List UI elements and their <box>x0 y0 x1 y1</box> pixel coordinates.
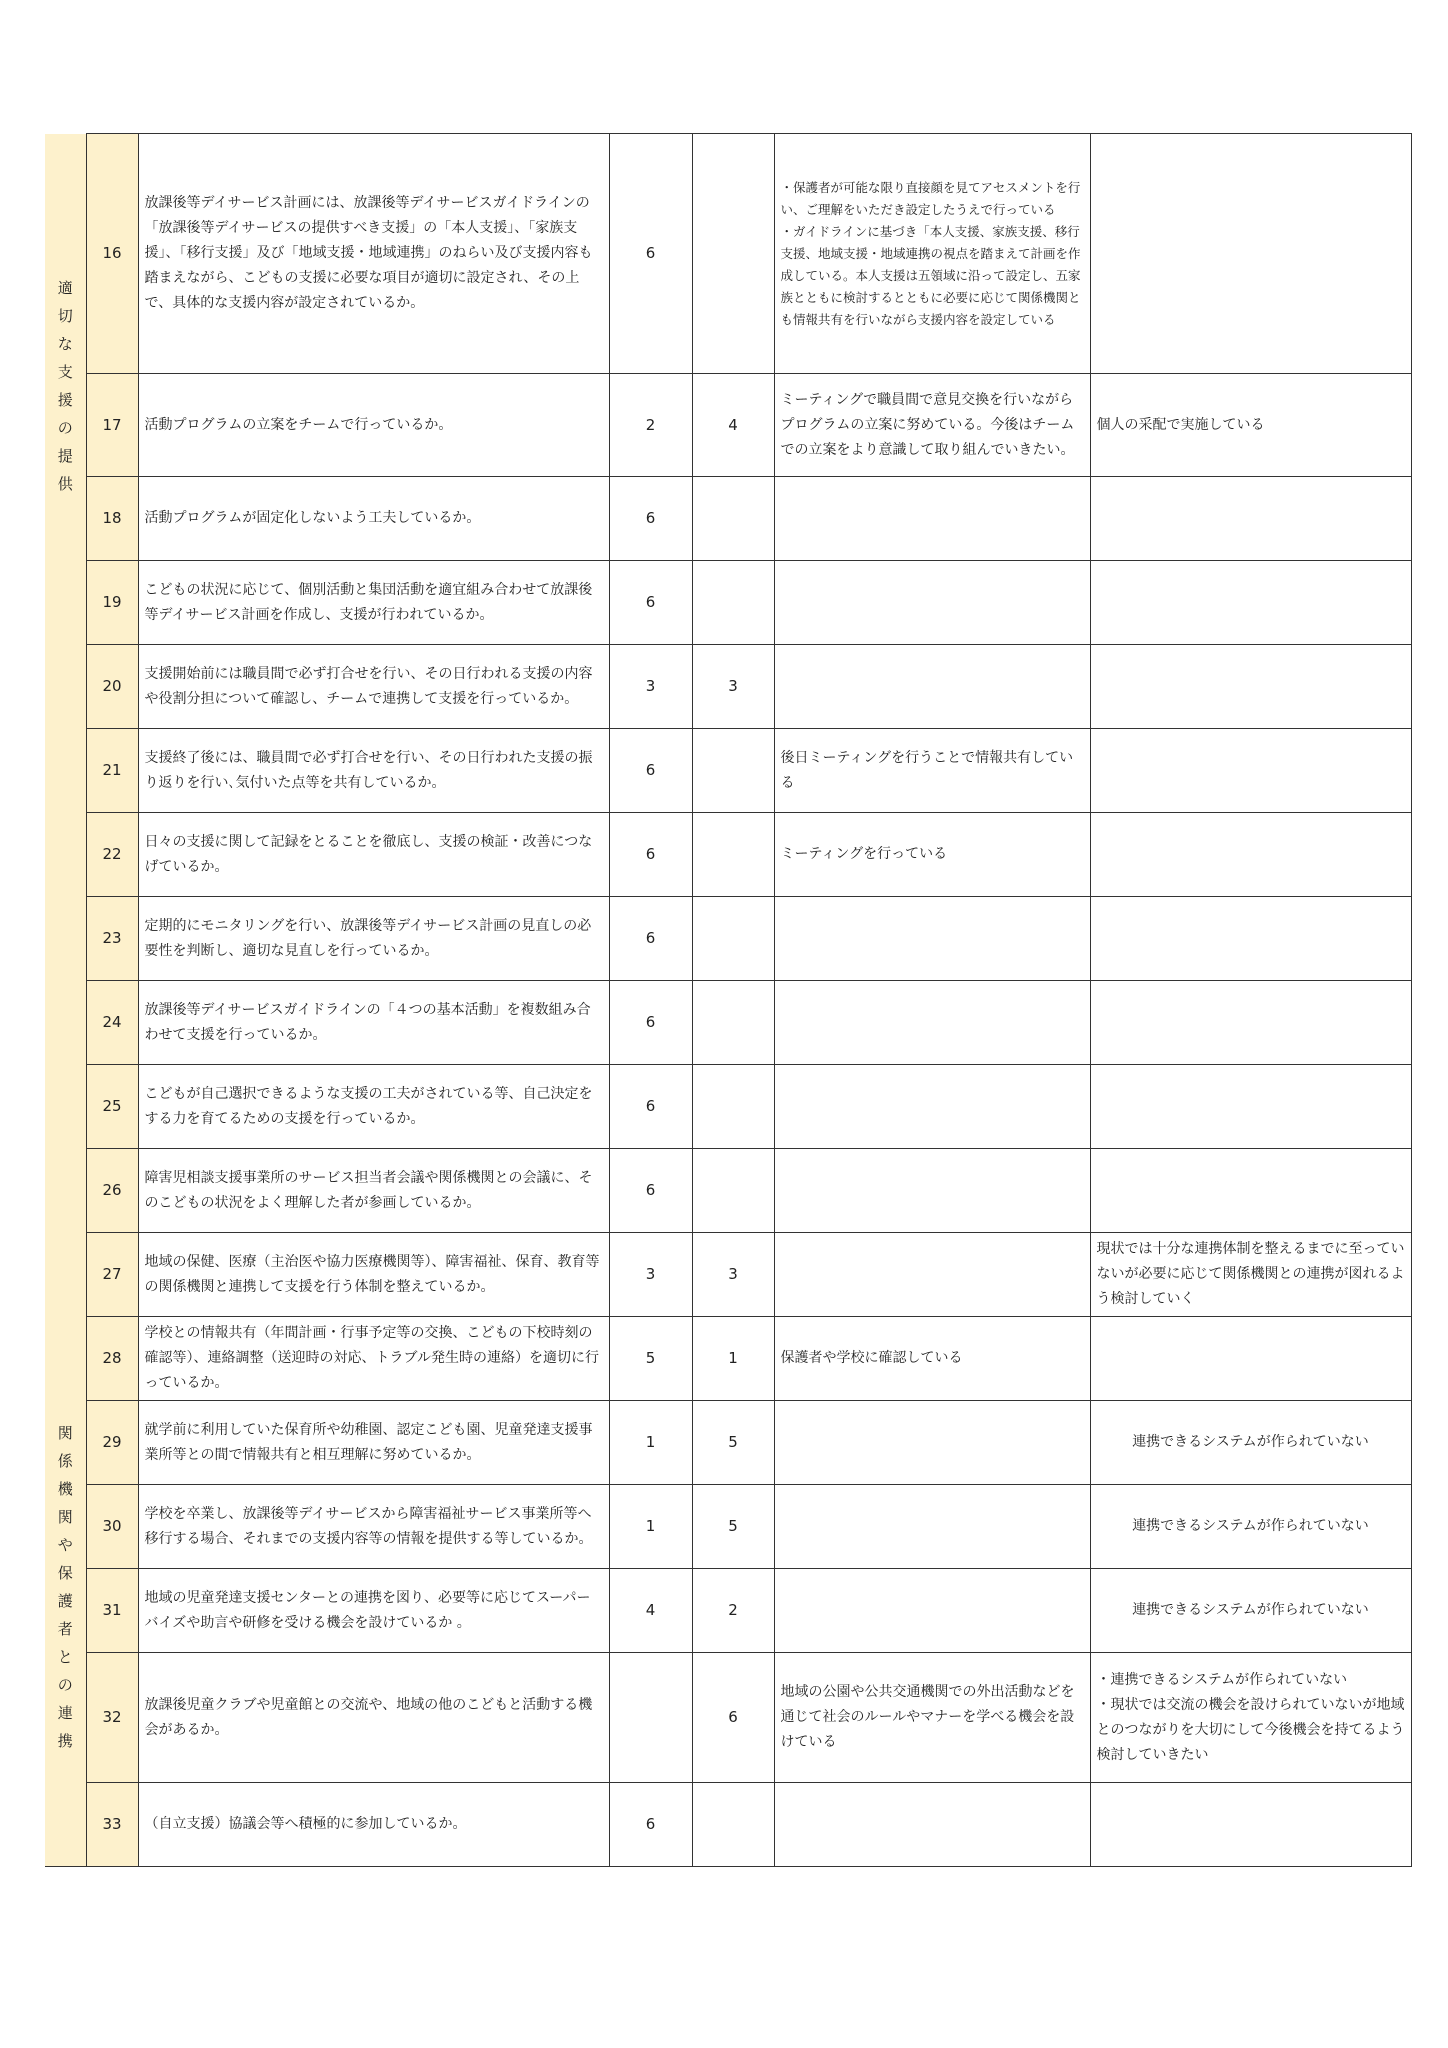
yes-count: 6 <box>609 729 692 813</box>
yes-count: 6 <box>609 813 692 897</box>
improvement-text: ・連携できるシステムが作られていない ・現状では交流の機会を設けられていないが地域とのつながりを大切にして今後機会を持てるよう検討していきたい <box>1090 1653 1411 1783</box>
item-number: 32 <box>86 1653 138 1783</box>
table-row <box>45 981 1411 1065</box>
comment-text: ・保護者が可能な限り直接顔を見てアセスメントを行い、ご理解をいただき設定したうえで行っている ・ガイドラインに基づき「本人支援、家族支援、移行支援、地域支援・地域連携の視点を踏まえて計画を作成している。本人支援は五領域に沿って設定し、五家族とともに検討するとともに必要に応じて関係機関とも情報共有を行いながら支援内容を設定している <box>774 134 1090 374</box>
yes-count: 6 <box>609 134 692 374</box>
category-label <box>45 1149 86 1867</box>
table-row <box>45 1783 1411 1867</box>
comment-text: ミーティングで職員間で意見交換を行いながらプログラムの立案に努めている。今後はチームでの立案をより意識して取り組んでいきたい。 <box>774 374 1090 477</box>
item-number: 33 <box>86 1783 138 1867</box>
item-number: 24 <box>86 981 138 1065</box>
yes-count: 2 <box>609 374 692 477</box>
comment-text <box>774 477 1090 561</box>
comment-text: 保護者や学校に確認している <box>774 1317 1090 1401</box>
no-count: 6 <box>692 1653 774 1783</box>
item-number: 26 <box>86 1149 138 1233</box>
category-text: 関係機関や保護者との連携 <box>57 1423 73 1750</box>
no-count <box>692 897 774 981</box>
improvement-text <box>1090 1317 1411 1401</box>
table-row <box>45 477 1411 561</box>
question-text: 支援終了後には、職員間で必ず打合せを行い、その日行われた支援の振り返りを行い､気付いた点等を共有しているか。 <box>138 729 609 813</box>
item-number: 25 <box>86 1065 138 1149</box>
question-text: 学校を卒業し、放課後等デイサービスから障害福祉サービス事業所等へ移行する場合、それまでの支援内容等の情報を提供する等しているか。 <box>138 1485 609 1569</box>
question-text: 放課後等デイサービス計画には、放課後等デイサービスガイドラインの「放課後等デイサービスの提供すべき支援」の「本人支援」、「家族支援」、「移行支援」及び「地域支援・地域連携」のねらい及び支援内容も踏まえながら、こどもの支援に必要な項目が適切に設定され、その上で、具体的な支援内容が設定されているか。 <box>138 134 609 374</box>
no-count <box>692 1065 774 1149</box>
table-row <box>45 1401 1411 1485</box>
improvement-text <box>1090 1783 1411 1867</box>
yes-count: 6 <box>609 897 692 981</box>
comment-text <box>774 1569 1090 1653</box>
improvement-text: 連携できるシステムが作られていない <box>1090 1485 1411 1569</box>
comment-text <box>774 1149 1090 1233</box>
no-count: 2 <box>692 1569 774 1653</box>
item-number: 16 <box>86 134 138 374</box>
comment-text <box>774 1485 1090 1569</box>
table-row <box>45 374 1411 477</box>
yes-count: 1 <box>609 1485 692 1569</box>
table-row <box>45 1233 1411 1317</box>
improvement-text <box>1090 981 1411 1065</box>
improvement-text <box>1090 729 1411 813</box>
question-text: 就学前に利用していた保育所や幼稚園、認定こども園、児童発達支援事業所等との間で情報共有と相互理解に努めているか。 <box>138 1401 609 1485</box>
table-row <box>45 1485 1411 1569</box>
no-count <box>692 477 774 561</box>
question-text: （自立支援）協議会等へ積極的に参加しているか。 <box>138 1783 609 1867</box>
yes-count: 6 <box>609 477 692 561</box>
item-number: 23 <box>86 897 138 981</box>
comment-text <box>774 561 1090 645</box>
improvement-text <box>1090 813 1411 897</box>
table-row <box>45 1149 1411 1233</box>
improvement-text <box>1090 1149 1411 1233</box>
table-row <box>45 1569 1411 1653</box>
no-count <box>692 1783 774 1867</box>
question-text: 障害児相談支援事業所のサービス担当者会議や関係機関との会議に、そのこどもの状況をよく理解した者が参画しているか。 <box>138 1149 609 1233</box>
improvement-text <box>1090 1065 1411 1149</box>
improvement-text <box>1090 477 1411 561</box>
no-count: 4 <box>692 374 774 477</box>
comment-text <box>774 1233 1090 1317</box>
no-count: 3 <box>692 1233 774 1317</box>
improvement-text: 連携できるシステムが作られていない <box>1090 1401 1411 1485</box>
question-text: 支援開始前には職員間で必ず打合せを行い、その日行われる支援の内容や役割分担について確認し、チームで連携して支援を行っているか。 <box>138 645 609 729</box>
yes-count: 1 <box>609 1401 692 1485</box>
yes-count: 6 <box>609 1783 692 1867</box>
yes-count: 6 <box>609 981 692 1065</box>
question-text: 活動プログラムの立案をチームで行っているか。 <box>138 374 609 477</box>
item-number: 22 <box>86 813 138 897</box>
yes-count: 3 <box>609 1233 692 1317</box>
comment-text <box>774 897 1090 981</box>
table-row <box>45 729 1411 813</box>
improvement-text: 現状では十分な連携体制を整えるまでに至っていないが必要に応じて関係機関との連携が図れるよう検討していく <box>1090 1233 1411 1317</box>
no-count <box>692 981 774 1065</box>
question-text: 学校との情報共有（年間計画・行事予定等の交換、こどもの下校時刻の確認等）、連絡調整（送迎時の対応、トラブル発生時の連絡）を適切に行っているか。 <box>138 1317 609 1401</box>
table-row <box>45 1317 1411 1401</box>
item-number: 17 <box>86 374 138 477</box>
item-number: 20 <box>86 645 138 729</box>
table-row <box>45 813 1411 897</box>
yes-count: 3 <box>609 645 692 729</box>
comment-text <box>774 1783 1090 1867</box>
evaluation-table <box>45 133 1412 1867</box>
comment-text <box>774 1401 1090 1485</box>
table-row <box>45 1065 1411 1149</box>
improvement-text <box>1090 561 1411 645</box>
comment-text: ミーティングを行っている <box>774 813 1090 897</box>
comment-text <box>774 645 1090 729</box>
item-number: 21 <box>86 729 138 813</box>
table-body <box>45 134 1411 1867</box>
no-count: 5 <box>692 1485 774 1569</box>
table-row <box>45 1653 1411 1783</box>
item-number: 29 <box>86 1401 138 1485</box>
no-count: 3 <box>692 645 774 729</box>
question-text: こどもの状況に応じて、個別活動と集団活動を適宜組み合わせて放課後等デイサービス計画を作成し、支援が行われているか。 <box>138 561 609 645</box>
yes-count: 6 <box>609 1149 692 1233</box>
question-text: 地域の児童発達支援センターとの連携を図り、必要等に応じてスーパーバイズや助言や研修を受ける機会を設けているか 。 <box>138 1569 609 1653</box>
table-row <box>45 561 1411 645</box>
no-count <box>692 1149 774 1233</box>
no-count: 5 <box>692 1401 774 1485</box>
no-count <box>692 561 774 645</box>
question-text: 活動プログラムが固定化しないよう工夫しているか。 <box>138 477 609 561</box>
item-number: 28 <box>86 1317 138 1401</box>
question-text: こどもが自己選択できるような支援の工夫がされている等、自己決定をする力を育てるための支援を行っているか。 <box>138 1065 609 1149</box>
table-row <box>45 897 1411 981</box>
comment-text: 地域の公園や公共交通機関での外出活動などを通じて社会のルールやマナーを学べる機会を設けている <box>774 1653 1090 1783</box>
no-count <box>692 729 774 813</box>
comment-text: 後日ミーティングを行うことで情報共有している <box>774 729 1090 813</box>
yes-count: 6 <box>609 561 692 645</box>
question-text: 定期的にモニタリングを行い、放課後等デイサービス計画の見直しの必要性を判断し、適切な見直しを行っているか。 <box>138 897 609 981</box>
yes-count: 5 <box>609 1317 692 1401</box>
no-count: 1 <box>692 1317 774 1401</box>
category-text: 適切な支援の提供 <box>57 278 73 493</box>
improvement-text <box>1090 134 1411 374</box>
no-count <box>692 813 774 897</box>
yes-count: 6 <box>609 1065 692 1149</box>
yes-count: 4 <box>609 1569 692 1653</box>
item-number: 27 <box>86 1233 138 1317</box>
improvement-text: 連携できるシステムが作られていない <box>1090 1569 1411 1653</box>
item-number: 19 <box>86 561 138 645</box>
item-number: 30 <box>86 1485 138 1569</box>
no-count <box>692 134 774 374</box>
comment-text <box>774 981 1090 1065</box>
item-number: 18 <box>86 477 138 561</box>
table-row <box>45 134 1411 374</box>
table-row <box>45 645 1411 729</box>
improvement-text <box>1090 897 1411 981</box>
item-number: 31 <box>86 1569 138 1653</box>
question-text: 放課後等デイサービスガイドラインの「４つの基本活動」を複数組み合わせて支援を行っているか。 <box>138 981 609 1065</box>
yes-count <box>609 1653 692 1783</box>
comment-text <box>774 1065 1090 1149</box>
question-text: 日々の支援に関して記録をとることを徹底し、支援の検証・改善につなげているか。 <box>138 813 609 897</box>
question-text: 地域の保健、医療（主治医や協力医療機関等）、障害福祉、保育、教育等の関係機関と連携して支援を行う体制を整えているか。 <box>138 1233 609 1317</box>
question-text: 放課後児童クラブや児童館との交流や、地域の他のこどもと活動する機会があるか。 <box>138 1653 609 1783</box>
improvement-text: 個人の采配で実施している <box>1090 374 1411 477</box>
improvement-text <box>1090 645 1411 729</box>
category-label <box>45 134 86 1149</box>
